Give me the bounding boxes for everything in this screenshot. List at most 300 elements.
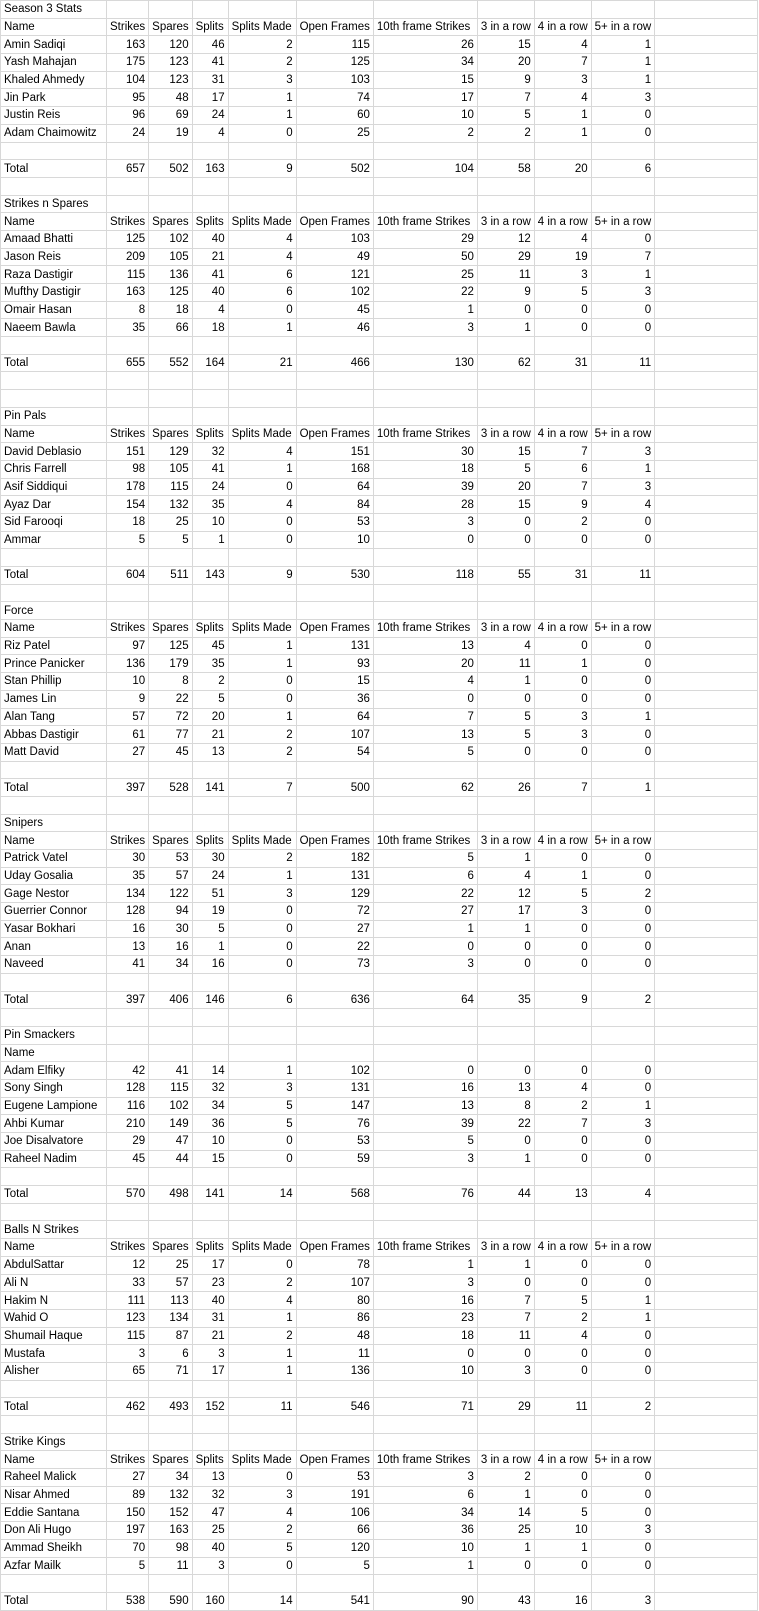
stat-value[interactable]: 0 bbox=[228, 1469, 296, 1487]
cell[interactable] bbox=[655, 142, 758, 160]
stat-value[interactable]: 7 bbox=[534, 443, 591, 461]
stat-value[interactable]: 80 bbox=[296, 1292, 373, 1310]
total-label[interactable]: Total bbox=[1, 779, 107, 797]
cell[interactable] bbox=[655, 1203, 758, 1221]
stat-value[interactable]: 4 bbox=[228, 443, 296, 461]
stat-value[interactable]: 0 bbox=[591, 1345, 655, 1363]
player-name[interactable]: Eugene Lampione bbox=[1, 1097, 107, 1115]
cell[interactable] bbox=[296, 1575, 373, 1593]
cell[interactable] bbox=[655, 956, 758, 974]
total-value[interactable]: 604 bbox=[107, 567, 149, 585]
column-header[interactable]: Strikes bbox=[107, 213, 149, 231]
cell[interactable] bbox=[373, 1026, 477, 1044]
cell[interactable] bbox=[192, 1026, 228, 1044]
total-value[interactable]: 528 bbox=[149, 779, 192, 797]
cell[interactable] bbox=[373, 177, 477, 195]
stat-value[interactable]: 4 bbox=[192, 301, 228, 319]
cell[interactable] bbox=[107, 142, 149, 160]
cell[interactable] bbox=[655, 1362, 758, 1380]
cell[interactable] bbox=[477, 1221, 534, 1239]
stat-value[interactable]: 1 bbox=[192, 938, 228, 956]
column-header[interactable]: 4 in a row bbox=[534, 1451, 591, 1469]
cell[interactable] bbox=[1, 549, 107, 567]
cell[interactable] bbox=[296, 1026, 373, 1044]
total-value[interactable]: 406 bbox=[149, 991, 192, 1009]
cell[interactable] bbox=[228, 195, 296, 213]
stat-value[interactable]: 3 bbox=[591, 284, 655, 302]
cell[interactable] bbox=[373, 195, 477, 213]
column-header[interactable]: 4 in a row bbox=[534, 1239, 591, 1257]
stat-value[interactable]: 57 bbox=[107, 708, 149, 726]
stat-value[interactable]: 3 bbox=[477, 1362, 534, 1380]
stat-value[interactable]: 95 bbox=[107, 89, 149, 107]
stat-value[interactable]: 18 bbox=[373, 460, 477, 478]
column-header[interactable]: Strikes bbox=[107, 425, 149, 443]
stat-value[interactable]: 98 bbox=[107, 460, 149, 478]
stat-value[interactable]: 4 bbox=[534, 89, 591, 107]
column-header[interactable]: Open Frames bbox=[296, 832, 373, 850]
cell[interactable] bbox=[655, 195, 758, 213]
total-value[interactable]: 502 bbox=[296, 160, 373, 178]
stat-value[interactable]: 6 bbox=[373, 867, 477, 885]
stat-value[interactable]: 32 bbox=[192, 443, 228, 461]
stat-value[interactable]: 0 bbox=[591, 1062, 655, 1080]
stat-value[interactable]: 5 bbox=[228, 1539, 296, 1557]
cell[interactable] bbox=[655, 1433, 758, 1451]
stat-value[interactable]: 1 bbox=[477, 673, 534, 691]
cell[interactable] bbox=[228, 761, 296, 779]
cell[interactable] bbox=[296, 761, 373, 779]
stat-value[interactable]: 128 bbox=[107, 903, 149, 921]
cell[interactable] bbox=[1, 1380, 107, 1398]
total-value[interactable]: 552 bbox=[149, 354, 192, 372]
stat-value[interactable]: 11 bbox=[477, 266, 534, 284]
cell[interactable] bbox=[534, 1433, 591, 1451]
column-header[interactable]: Open Frames bbox=[296, 18, 373, 36]
stat-value[interactable]: 1 bbox=[591, 266, 655, 284]
column-header[interactable]: Strikes bbox=[107, 18, 149, 36]
cell[interactable] bbox=[373, 1380, 477, 1398]
stat-value[interactable]: 15 bbox=[296, 673, 373, 691]
cell[interactable] bbox=[534, 1221, 591, 1239]
stat-value[interactable]: 24 bbox=[107, 124, 149, 142]
stat-value[interactable]: 47 bbox=[149, 1133, 192, 1151]
column-header[interactable]: Splits bbox=[192, 620, 228, 638]
cell[interactable] bbox=[228, 814, 296, 832]
cell[interactable] bbox=[373, 337, 477, 355]
cell[interactable] bbox=[192, 177, 228, 195]
cell[interactable] bbox=[149, 1221, 192, 1239]
stat-value[interactable]: 111 bbox=[107, 1292, 149, 1310]
total-value[interactable]: 397 bbox=[107, 991, 149, 1009]
cell[interactable] bbox=[149, 1416, 192, 1434]
stat-value[interactable]: 0 bbox=[373, 938, 477, 956]
cell[interactable] bbox=[1, 584, 107, 602]
stat-value[interactable]: 0 bbox=[534, 1486, 591, 1504]
stat-value[interactable]: 136 bbox=[107, 655, 149, 673]
stat-value[interactable]: 4 bbox=[477, 637, 534, 655]
cell[interactable] bbox=[655, 531, 758, 549]
stat-value[interactable]: 16 bbox=[107, 920, 149, 938]
stat-value[interactable]: 15 bbox=[477, 36, 534, 54]
stat-value[interactable]: 1 bbox=[228, 107, 296, 125]
stat-value[interactable]: 197 bbox=[107, 1522, 149, 1540]
cell[interactable] bbox=[477, 372, 534, 390]
stat-value[interactable]: 0 bbox=[534, 1256, 591, 1274]
stat-value[interactable]: 1 bbox=[373, 301, 477, 319]
cell[interactable] bbox=[1, 761, 107, 779]
player-name[interactable]: Nisar Ahmed bbox=[1, 1486, 107, 1504]
stat-value[interactable]: 3 bbox=[228, 885, 296, 903]
stat-value[interactable]: 2 bbox=[228, 1274, 296, 1292]
stat-value[interactable]: 0 bbox=[591, 690, 655, 708]
cell[interactable] bbox=[591, 796, 655, 814]
stat-value[interactable]: 121 bbox=[296, 266, 373, 284]
cell[interactable] bbox=[655, 1327, 758, 1345]
stat-value[interactable]: 45 bbox=[296, 301, 373, 319]
stat-value[interactable]: 47 bbox=[192, 1504, 228, 1522]
stat-value[interactable]: 25 bbox=[192, 1522, 228, 1540]
stat-value[interactable]: 20 bbox=[373, 655, 477, 673]
stat-value[interactable]: 0 bbox=[591, 1150, 655, 1168]
cell[interactable] bbox=[534, 177, 591, 195]
cell[interactable] bbox=[373, 1433, 477, 1451]
stat-value[interactable]: 0 bbox=[228, 920, 296, 938]
column-header[interactable]: Spares bbox=[149, 832, 192, 850]
stat-value[interactable]: 13 bbox=[192, 743, 228, 761]
stat-value[interactable]: 11 bbox=[149, 1557, 192, 1575]
stat-value[interactable]: 17 bbox=[192, 89, 228, 107]
cell[interactable] bbox=[591, 407, 655, 425]
stat-value[interactable]: 0 bbox=[534, 956, 591, 974]
stat-value[interactable]: 120 bbox=[296, 1539, 373, 1557]
player-name[interactable]: Anan bbox=[1, 938, 107, 956]
stat-value[interactable]: 46 bbox=[296, 319, 373, 337]
cell[interactable] bbox=[296, 549, 373, 567]
stat-value[interactable]: 14 bbox=[192, 1062, 228, 1080]
stat-value[interactable]: 3 bbox=[534, 903, 591, 921]
cell[interactable] bbox=[1, 973, 107, 991]
stat-value[interactable]: 116 bbox=[107, 1097, 149, 1115]
stat-value[interactable]: 14 bbox=[477, 1504, 534, 1522]
total-value[interactable]: 655 bbox=[107, 354, 149, 372]
stat-value[interactable]: 1 bbox=[477, 1486, 534, 1504]
cell[interactable] bbox=[655, 1416, 758, 1434]
stat-value[interactable]: 3 bbox=[228, 1486, 296, 1504]
stat-value[interactable]: 5 bbox=[192, 690, 228, 708]
cell[interactable] bbox=[591, 1203, 655, 1221]
stat-value[interactable]: 12 bbox=[107, 1256, 149, 1274]
cell[interactable] bbox=[1, 372, 107, 390]
player-name[interactable]: Yasar Bokhari bbox=[1, 920, 107, 938]
cell[interactable] bbox=[591, 584, 655, 602]
cell[interactable] bbox=[655, 213, 758, 231]
stat-value[interactable]: 21 bbox=[192, 1327, 228, 1345]
stat-value[interactable]: 12 bbox=[477, 230, 534, 248]
cell[interactable] bbox=[149, 814, 192, 832]
cell[interactable] bbox=[655, 1486, 758, 1504]
stat-value[interactable]: 2 bbox=[228, 850, 296, 868]
stat-value[interactable]: 4 bbox=[477, 867, 534, 885]
cell[interactable] bbox=[296, 1, 373, 19]
stat-value[interactable]: 0 bbox=[534, 319, 591, 337]
cell[interactable] bbox=[373, 142, 477, 160]
stat-value[interactable]: 57 bbox=[149, 1274, 192, 1292]
cell[interactable] bbox=[655, 18, 758, 36]
cell[interactable] bbox=[149, 142, 192, 160]
stat-value[interactable]: 163 bbox=[107, 36, 149, 54]
cell[interactable] bbox=[534, 584, 591, 602]
cell[interactable] bbox=[107, 549, 149, 567]
stat-value[interactable]: 2 bbox=[228, 54, 296, 72]
cell[interactable] bbox=[591, 602, 655, 620]
column-header[interactable]: 3 in a row bbox=[477, 425, 534, 443]
cell[interactable] bbox=[655, 301, 758, 319]
stat-value[interactable]: 22 bbox=[373, 885, 477, 903]
column-header[interactable]: Splits bbox=[192, 1451, 228, 1469]
stat-value[interactable]: 6 bbox=[534, 460, 591, 478]
cell[interactable] bbox=[296, 796, 373, 814]
stat-value[interactable]: 66 bbox=[149, 319, 192, 337]
cell[interactable] bbox=[655, 71, 758, 89]
total-value[interactable]: 11 bbox=[534, 1398, 591, 1416]
cell[interactable] bbox=[655, 602, 758, 620]
column-header[interactable]: Splits Made bbox=[228, 213, 296, 231]
cell[interactable] bbox=[1, 177, 107, 195]
cell[interactable] bbox=[373, 973, 477, 991]
cell[interactable] bbox=[373, 1009, 477, 1027]
stat-value[interactable]: 2 bbox=[228, 1522, 296, 1540]
column-header[interactable]: 10th frame Strikes bbox=[373, 213, 477, 231]
stat-value[interactable]: 30 bbox=[192, 850, 228, 868]
cell[interactable] bbox=[1, 390, 107, 408]
cell[interactable] bbox=[228, 142, 296, 160]
cell[interactable] bbox=[655, 513, 758, 531]
column-header[interactable] bbox=[228, 1044, 296, 1062]
cell[interactable] bbox=[192, 1009, 228, 1027]
stat-value[interactable]: 1 bbox=[228, 655, 296, 673]
cell[interactable] bbox=[655, 1, 758, 19]
stat-value[interactable]: 115 bbox=[296, 36, 373, 54]
stat-value[interactable]: 10 bbox=[373, 1362, 477, 1380]
stat-value[interactable]: 1 bbox=[477, 319, 534, 337]
stat-value[interactable]: 0 bbox=[477, 690, 534, 708]
stat-value[interactable]: 1 bbox=[228, 1309, 296, 1327]
cell[interactable] bbox=[477, 195, 534, 213]
stat-value[interactable]: 32 bbox=[192, 1079, 228, 1097]
stat-value[interactable]: 104 bbox=[107, 71, 149, 89]
stat-value[interactable]: 3 bbox=[534, 266, 591, 284]
column-header[interactable]: Name bbox=[1, 832, 107, 850]
stat-value[interactable]: 107 bbox=[296, 1274, 373, 1292]
player-name[interactable]: Uday Gosalia bbox=[1, 867, 107, 885]
stat-value[interactable]: 2 bbox=[534, 1097, 591, 1115]
cell[interactable] bbox=[534, 549, 591, 567]
total-value[interactable]: 13 bbox=[534, 1186, 591, 1204]
stat-value[interactable]: 0 bbox=[591, 319, 655, 337]
cell[interactable] bbox=[655, 1097, 758, 1115]
cell[interactable] bbox=[655, 107, 758, 125]
stat-value[interactable]: 3 bbox=[107, 1345, 149, 1363]
total-value[interactable]: 71 bbox=[373, 1398, 477, 1416]
stat-value[interactable]: 4 bbox=[228, 248, 296, 266]
cell[interactable] bbox=[107, 1221, 149, 1239]
player-name[interactable]: Matt David bbox=[1, 743, 107, 761]
cell[interactable] bbox=[655, 1186, 758, 1204]
stat-value[interactable]: 72 bbox=[296, 903, 373, 921]
stat-value[interactable]: 0 bbox=[591, 673, 655, 691]
column-header[interactable]: Spares bbox=[149, 425, 192, 443]
stat-value[interactable]: 131 bbox=[296, 867, 373, 885]
stat-value[interactable]: 0 bbox=[591, 956, 655, 974]
total-value[interactable]: 6 bbox=[591, 160, 655, 178]
column-header[interactable]: 10th frame Strikes bbox=[373, 620, 477, 638]
cell[interactable] bbox=[373, 407, 477, 425]
cell[interactable] bbox=[534, 1380, 591, 1398]
column-header[interactable]: Strikes bbox=[107, 1451, 149, 1469]
total-value[interactable]: 21 bbox=[228, 354, 296, 372]
stat-value[interactable]: 102 bbox=[149, 1097, 192, 1115]
stat-value[interactable]: 115 bbox=[149, 478, 192, 496]
stat-value[interactable]: 35 bbox=[107, 319, 149, 337]
player-name[interactable]: Alisher bbox=[1, 1362, 107, 1380]
cell[interactable] bbox=[149, 1433, 192, 1451]
stat-value[interactable]: 0 bbox=[591, 637, 655, 655]
stat-value[interactable]: 16 bbox=[149, 938, 192, 956]
cell[interactable] bbox=[192, 1380, 228, 1398]
cell[interactable] bbox=[477, 1, 534, 19]
total-label[interactable]: Total bbox=[1, 1186, 107, 1204]
stat-value[interactable]: 149 bbox=[149, 1115, 192, 1133]
stat-value[interactable]: 8 bbox=[107, 301, 149, 319]
cell[interactable] bbox=[192, 390, 228, 408]
total-label[interactable]: Total bbox=[1, 1592, 107, 1610]
stat-value[interactable]: 97 bbox=[107, 637, 149, 655]
stat-value[interactable]: 22 bbox=[296, 938, 373, 956]
stat-value[interactable]: 3 bbox=[373, 1274, 477, 1292]
cell[interactable] bbox=[228, 372, 296, 390]
stat-value[interactable]: 0 bbox=[477, 1274, 534, 1292]
stat-value[interactable]: 5 bbox=[107, 531, 149, 549]
cell[interactable] bbox=[296, 602, 373, 620]
stat-value[interactable]: 45 bbox=[192, 637, 228, 655]
stat-value[interactable]: 132 bbox=[149, 1486, 192, 1504]
cell[interactable] bbox=[373, 1, 477, 19]
stat-value[interactable]: 1 bbox=[534, 107, 591, 125]
stat-value[interactable]: 40 bbox=[192, 230, 228, 248]
player-name[interactable]: Riz Patel bbox=[1, 637, 107, 655]
column-header[interactable]: Open Frames bbox=[296, 1451, 373, 1469]
column-header[interactable]: Splits Made bbox=[228, 425, 296, 443]
stat-value[interactable]: 0 bbox=[591, 938, 655, 956]
cell[interactable] bbox=[373, 1416, 477, 1434]
player-name[interactable]: Raheel Nadim bbox=[1, 1150, 107, 1168]
cell[interactable] bbox=[534, 337, 591, 355]
column-header[interactable]: 10th frame Strikes bbox=[373, 1451, 477, 1469]
cell[interactable] bbox=[655, 319, 758, 337]
cell[interactable] bbox=[655, 124, 758, 142]
cell[interactable] bbox=[477, 1026, 534, 1044]
stat-value[interactable]: 5 bbox=[534, 885, 591, 903]
stat-value[interactable]: 48 bbox=[149, 89, 192, 107]
cell[interactable] bbox=[655, 1539, 758, 1557]
stat-value[interactable]: 0 bbox=[591, 513, 655, 531]
stat-value[interactable]: 2 bbox=[477, 124, 534, 142]
stat-value[interactable]: 125 bbox=[107, 230, 149, 248]
stat-value[interactable]: 21 bbox=[192, 726, 228, 744]
stat-value[interactable]: 1 bbox=[591, 460, 655, 478]
stat-value[interactable]: 5 bbox=[477, 460, 534, 478]
stat-value[interactable]: 1 bbox=[477, 920, 534, 938]
cell[interactable] bbox=[192, 814, 228, 832]
stat-value[interactable]: 51 bbox=[192, 885, 228, 903]
cell[interactable] bbox=[477, 1168, 534, 1186]
player-name[interactable]: Abbas Dastigir bbox=[1, 726, 107, 744]
cell[interactable] bbox=[534, 407, 591, 425]
player-name[interactable]: Hakim N bbox=[1, 1292, 107, 1310]
cell[interactable] bbox=[477, 602, 534, 620]
cell[interactable] bbox=[149, 584, 192, 602]
stat-value[interactable]: 31 bbox=[192, 1309, 228, 1327]
stat-value[interactable]: 151 bbox=[296, 443, 373, 461]
stat-value[interactable]: 36 bbox=[296, 690, 373, 708]
section-title[interactable]: Season 3 Stats bbox=[1, 1, 107, 19]
stat-value[interactable]: 6 bbox=[373, 1486, 477, 1504]
cell[interactable] bbox=[296, 142, 373, 160]
stat-value[interactable]: 0 bbox=[534, 637, 591, 655]
total-value[interactable]: 62 bbox=[373, 779, 477, 797]
cell[interactable] bbox=[477, 1416, 534, 1434]
stat-value[interactable]: 69 bbox=[149, 107, 192, 125]
cell[interactable] bbox=[655, 796, 758, 814]
stat-value[interactable]: 74 bbox=[296, 89, 373, 107]
section-title[interactable]: Force bbox=[1, 602, 107, 620]
cell[interactable] bbox=[149, 1168, 192, 1186]
stat-value[interactable]: 0 bbox=[477, 956, 534, 974]
cell[interactable] bbox=[149, 337, 192, 355]
cell[interactable] bbox=[655, 1345, 758, 1363]
column-header[interactable]: 3 in a row bbox=[477, 1239, 534, 1257]
total-value[interactable]: 502 bbox=[149, 160, 192, 178]
stat-value[interactable]: 46 bbox=[192, 36, 228, 54]
column-header[interactable]: 4 in a row bbox=[534, 213, 591, 231]
player-name[interactable]: Eddie Santana bbox=[1, 1504, 107, 1522]
cell[interactable] bbox=[655, 779, 758, 797]
stat-value[interactable]: 18 bbox=[149, 301, 192, 319]
cell[interactable] bbox=[655, 637, 758, 655]
cell[interactable] bbox=[655, 1522, 758, 1540]
stat-value[interactable]: 73 bbox=[296, 956, 373, 974]
column-header[interactable]: Spares bbox=[149, 1239, 192, 1257]
total-value[interactable]: 141 bbox=[192, 779, 228, 797]
total-value[interactable]: 466 bbox=[296, 354, 373, 372]
stat-value[interactable]: 5 bbox=[373, 743, 477, 761]
stat-value[interactable]: 2 bbox=[477, 1469, 534, 1487]
player-name[interactable]: Jin Park bbox=[1, 89, 107, 107]
stat-value[interactable]: 0 bbox=[228, 513, 296, 531]
stat-value[interactable]: 3 bbox=[534, 708, 591, 726]
stat-value[interactable]: 0 bbox=[534, 673, 591, 691]
stat-value[interactable]: 1 bbox=[591, 1309, 655, 1327]
column-header[interactable]: 3 in a row bbox=[477, 213, 534, 231]
cell[interactable] bbox=[655, 885, 758, 903]
total-value[interactable]: 493 bbox=[149, 1398, 192, 1416]
stat-value[interactable]: 22 bbox=[149, 690, 192, 708]
stat-value[interactable]: 4 bbox=[228, 496, 296, 514]
cell[interactable] bbox=[655, 89, 758, 107]
stat-value[interactable]: 13 bbox=[477, 1079, 534, 1097]
player-name[interactable]: Jason Reis bbox=[1, 248, 107, 266]
